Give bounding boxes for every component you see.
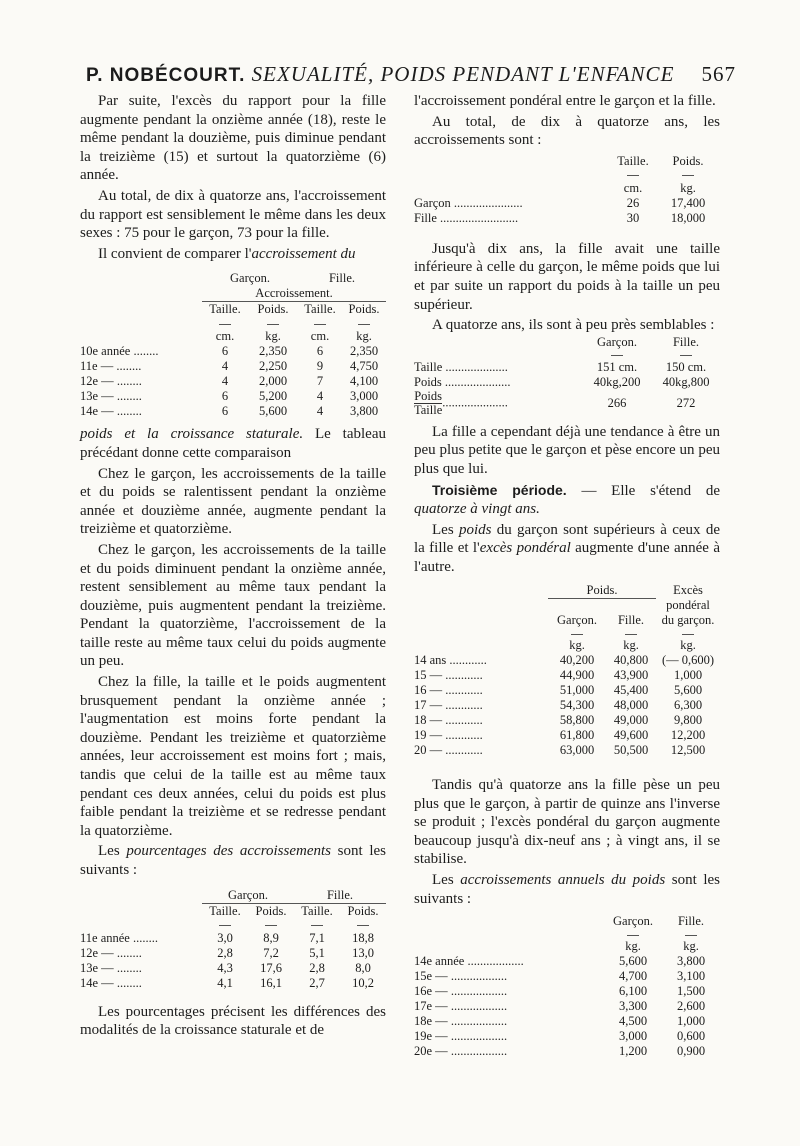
table-row: [414, 1029, 720, 1044]
leader-dots: ............: [445, 713, 483, 727]
italic-text: accroissement du: [251, 245, 356, 262]
leader-dots: ....................: [445, 359, 508, 374]
paragraph: Par suite, l'excès du rapport pour la fille augmente pendant la onzième année (18), reste le même pendant la douzième, puis diminue pendant la treizième (15) et surtout la quatorzième (6) année.: [80, 93, 386, 184]
table-row: [80, 344, 386, 359]
table-cell: 58,800: [559, 713, 595, 727]
text: sont les suivants :: [80, 843, 386, 878]
text: Il convient de comparer l': [98, 245, 252, 262]
table-cell: 12,500: [670, 743, 706, 757]
table-cell: 17,6: [260, 960, 282, 975]
table-cell: 3,300: [618, 999, 648, 1014]
table-cell: 4: [221, 359, 229, 374]
table-cell: 45,400: [613, 683, 649, 697]
row-label-text: 11e année: [80, 930, 130, 945]
col-fille: Fille.: [672, 334, 700, 349]
paragraph: [414, 481, 720, 519]
leader-dots: ..................: [450, 1044, 508, 1059]
row-label: [414, 211, 610, 226]
paragraph: [80, 245, 386, 264]
unit: kg.: [569, 638, 585, 652]
table-row: [414, 1044, 720, 1059]
row-label-text: Garçon: [414, 195, 451, 210]
paragraph: [80, 425, 386, 462]
text: Les: [432, 521, 459, 538]
leader-dots: ........: [116, 359, 142, 374]
table-cell: 18,8: [352, 930, 374, 945]
text: — Elle s'étend de: [566, 482, 720, 499]
col-fille: Fille.: [294, 888, 386, 904]
col-taille: Taille.: [301, 903, 333, 918]
table-cell: 9,800: [673, 713, 703, 727]
col-garcon: Garçon.: [597, 334, 637, 349]
text: du garçon sont supérieurs à ceux de la fille et l': [414, 521, 720, 557]
table-cell: 51,000: [559, 683, 595, 697]
table-row: [414, 954, 720, 969]
table-cell: 6: [221, 404, 229, 419]
row-label: [414, 390, 582, 417]
table-cell: 1,000: [673, 668, 703, 682]
unit: kg.: [680, 180, 696, 195]
row-label: [414, 999, 604, 1014]
row-label: [414, 969, 604, 984]
row-label: [80, 389, 202, 404]
italic-text: accroissements annuels du poids: [460, 871, 666, 888]
table-cell: 49,600: [613, 728, 649, 742]
leader-dots: ..................: [450, 984, 508, 999]
row-label: [414, 954, 604, 969]
leader-dots: ........: [116, 389, 142, 404]
table-cell: 2,600: [676, 999, 706, 1014]
col-garcon: Garçon.: [557, 613, 597, 627]
table-cell: 4,3: [217, 960, 233, 975]
table-cell: 2,350: [349, 344, 379, 359]
leader-dots: ..................: [467, 954, 524, 969]
annual-weight-increase-table: [414, 914, 720, 1059]
running-title: SEXUALITÉ, POIDS PENDANT L'ENFANCE: [251, 62, 675, 86]
col-exces: Excès: [673, 582, 703, 597]
table-cell: 151 cm.: [596, 359, 638, 374]
table-row: [414, 360, 720, 375]
table-cell: 18,000: [670, 210, 706, 225]
unit: kg.: [265, 329, 281, 344]
row-label: [414, 1044, 604, 1059]
leader-dots: ............: [445, 683, 483, 697]
table-cell: 4,100: [349, 374, 379, 389]
col-taille: Taille.: [617, 153, 649, 168]
age14-comparison-table: [414, 335, 720, 417]
leader-dots: ............: [445, 743, 483, 757]
table-cell: 5,600: [618, 954, 648, 969]
table-cell: 30: [626, 210, 640, 225]
unit: kg.: [625, 939, 641, 954]
row-label: [414, 668, 548, 683]
paragraph: Chez le garçon, les accroissements de la taille et du poids se ralentissent pendant la onzième année et douzième année, augmente pendant la treizième et quatorzième.: [80, 465, 386, 538]
table-cell: 0,900: [676, 1044, 706, 1059]
table-row: [414, 668, 720, 683]
col-poids: Poids.: [548, 583, 656, 599]
leader-dots: ..................: [450, 1029, 508, 1044]
row-label-text: 14e année: [414, 954, 465, 969]
table-cell: 40,800: [613, 653, 649, 667]
page-header: [86, 62, 736, 87]
table-cell: 6: [316, 344, 324, 359]
col-garcon: Garçon.: [230, 271, 270, 286]
paragraph: A quatorze ans, ils sont à peu près semblables :: [432, 317, 715, 334]
row-label: [414, 728, 548, 743]
row-label: [414, 743, 548, 758]
table-cell: 2,8: [309, 960, 325, 975]
row-label-text: Taille: [414, 359, 443, 374]
row-label: [80, 374, 202, 389]
table-cell: (— 0,600): [661, 653, 715, 667]
table-cell: 4,700: [618, 969, 648, 984]
row-label-text: 13e —: [80, 389, 114, 404]
col-taille: Taille.: [304, 302, 336, 317]
col-poids: Poids.: [257, 302, 289, 317]
table-row: [414, 713, 720, 728]
unit: cm.: [310, 329, 330, 344]
leader-dots: ..................: [450, 969, 508, 984]
col-accroissement: Accroissement.: [202, 286, 386, 302]
table-cell: 3,800: [349, 404, 379, 419]
growth-increase-table: [80, 271, 386, 419]
paragraph: Les pourcentages précisent les différences des modalités de la croissance staturale et de: [80, 1003, 386, 1039]
leader-dots: ............: [449, 653, 487, 667]
col-fille: Fille.: [328, 271, 356, 286]
table-cell: 48,000: [613, 698, 649, 712]
paragraph: [80, 842, 386, 879]
total-increase-table: [414, 154, 720, 226]
table-cell: 49,000: [613, 713, 649, 727]
table-row: [414, 969, 720, 984]
text: Le tableau précédant donne cette comparaison: [80, 426, 386, 461]
col-poids: Poids.: [255, 903, 287, 918]
table-cell: 16,1: [260, 975, 282, 990]
row-label-text: 17e —: [414, 999, 448, 1014]
paragraph: [414, 871, 720, 908]
table-row: [414, 743, 720, 758]
table-cell: 1,000: [676, 1014, 706, 1029]
row-label-text: Fille: [414, 210, 437, 225]
table-cell: 6: [221, 389, 229, 404]
table-cell: 4,750: [349, 359, 379, 374]
unit: kg.: [623, 638, 639, 652]
col-exces: du garçon.: [661, 613, 715, 627]
table-cell: 26: [626, 195, 640, 210]
leader-dots: ............: [445, 698, 483, 712]
table-cell: 4,1: [217, 975, 233, 990]
row-label-text: 14e —: [80, 975, 114, 990]
table-cell: 2,000: [258, 374, 288, 389]
italic-text: quatorze à vingt ans.: [414, 501, 540, 518]
row-label-text: 18e —: [414, 1014, 448, 1029]
table-cell: 8,0: [355, 960, 371, 975]
table-cell: 3,100: [676, 969, 706, 984]
leader-dots: ........: [133, 344, 159, 359]
row-label: [414, 683, 548, 698]
table-row: [414, 653, 720, 668]
paragraph: [414, 521, 720, 577]
leader-dots: ............: [445, 728, 483, 742]
italic-text: pourcentages des accroissements: [126, 843, 331, 860]
ratio-numerator: Poids: [414, 389, 443, 403]
table-cell: 150 cm.: [665, 359, 707, 374]
table-cell: 4,500: [618, 1014, 648, 1029]
row-label: [80, 359, 202, 374]
table-cell: 13,0: [352, 945, 374, 960]
unit: cm.: [623, 180, 643, 195]
paragraph: La fille a cependant déjà une tendance à être un peu plus petite que le garçon et pèse encore un peu plus que lui.: [414, 423, 720, 477]
table-cell: 4: [316, 389, 324, 404]
table-cell: 4: [316, 404, 324, 419]
row-label-text: 19e —: [414, 1029, 448, 1044]
paragraph: Tandis qu'à quatorze ans la fille pèse un peu plus que le garçon, à partir de quinze ans l'inverse se produit ; l'excès pondéral du garçon augmente beaucoup jusqu'à dix-neuf ans ; à vingt ans, il se stabilise.: [414, 777, 720, 868]
row-label: [414, 196, 610, 211]
table-row: [80, 961, 386, 976]
leader-dots: ........: [116, 960, 142, 975]
right-column: [414, 92, 720, 1059]
table-cell: 3,000: [618, 1029, 648, 1044]
table-row: [80, 389, 386, 404]
table-cell: 1,200: [618, 1044, 648, 1059]
table-cell: 0,600: [676, 1029, 706, 1044]
table-cell: 5,600: [258, 404, 288, 419]
row-label-text: 12e —: [80, 374, 114, 389]
row-label-text: 19 —: [414, 728, 443, 742]
text: sont les suivants :: [414, 871, 721, 907]
row-label: [80, 976, 202, 991]
table-row: [414, 211, 720, 226]
row-label: [414, 1029, 604, 1044]
table-cell: 2,8: [217, 945, 233, 960]
leader-dots: ........: [116, 945, 142, 960]
table-row: [80, 374, 386, 389]
italic-text: excès pondéral: [479, 540, 571, 557]
col-fille: Fille.: [677, 914, 705, 929]
paragraph: Chez la fille, la taille et le poids augmentent brusquement pendant la onzième année ; l'augmentation est moins forte pendant la douzième. Pendant les treizième et quatorzième années, leur accroissement est moins fort ; mais, tandis que celui de la taille est au même taux pendant ces deux années, celui du poids est plus faible pendant la treizième et se redresse pendant la quatorzième.: [80, 674, 386, 839]
table-row: [414, 984, 720, 999]
weight-excess-table: [414, 583, 720, 759]
leader-dots: ..................: [450, 999, 508, 1014]
row-label: [414, 984, 604, 999]
table-cell: 50,500: [613, 743, 649, 757]
section-heading: Troisième période.: [432, 481, 567, 498]
cell: 272: [676, 395, 696, 410]
row-label: [414, 360, 582, 375]
table-row: [414, 375, 720, 390]
table-cell: 44,900: [559, 668, 595, 682]
italic-text: poids: [458, 521, 492, 538]
table-cell: 2,350: [258, 344, 288, 359]
table-cell: 6,300: [673, 698, 703, 712]
cell: 266: [607, 395, 627, 410]
leader-dots: ........: [132, 930, 158, 945]
table-cell: 1,500: [676, 984, 706, 999]
italic-text: poids et la croissance staturale.: [80, 426, 304, 443]
unit: kg.: [683, 939, 699, 954]
table-cell: 2,7: [309, 975, 325, 990]
leader-dots: ........: [116, 374, 142, 389]
row-label: [414, 375, 582, 390]
col-taille: Taille.: [209, 903, 241, 918]
table-cell: 5,600: [673, 683, 703, 697]
table-cell: 3,800: [676, 954, 706, 969]
row-label-text: 13e —: [80, 960, 114, 975]
row-label-text: 14 ans: [414, 653, 447, 667]
row-label-text: 16 —: [414, 683, 443, 697]
paragraph: l'accroissement pondéral entre le garçon et la fille.: [414, 93, 716, 109]
row-label: [414, 653, 548, 668]
table-cell: 6,100: [618, 984, 648, 999]
text: augmente d'une année à l'autre.: [414, 540, 720, 575]
table-cell: 12,200: [670, 728, 706, 742]
table-cell: 40kg,800: [662, 374, 710, 389]
row-label-text: 12e —: [80, 945, 114, 960]
row-label: [80, 946, 202, 961]
table-cell: 6: [221, 344, 229, 359]
table-row: [414, 683, 720, 698]
col-taille: Taille.: [209, 302, 241, 317]
row-label: [80, 931, 202, 946]
row-label-text: 20 —: [414, 743, 443, 757]
row-label-text: 16e —: [414, 984, 448, 999]
table-row: [80, 404, 386, 419]
row-label-text: 15 —: [414, 668, 443, 682]
table-cell: 9: [316, 359, 324, 374]
table-cell: 7: [316, 374, 324, 389]
table-cell: 17,400: [670, 195, 706, 210]
leader-dots: .........................: [440, 210, 519, 225]
leader-dots: ..................: [450, 1014, 508, 1029]
paragraph: Au total, de dix à quatorze ans, l'accroissement du rapport est sensiblement le même dans les deux sexes : 75 pour le garçon, 73 pour la fille.: [80, 187, 386, 242]
table-row: [414, 698, 720, 713]
unit: cm.: [215, 329, 235, 344]
table-row: [80, 931, 386, 946]
row-label-text: 11e —: [80, 359, 114, 374]
table-cell: 40,200: [559, 653, 595, 667]
table-cell: 5,200: [258, 389, 288, 404]
row-label-text: Poids: [414, 374, 442, 389]
row-label: [414, 713, 548, 728]
col-garcon: Garçon.: [613, 914, 653, 929]
table-row: [80, 359, 386, 374]
table-cell: 8,9: [263, 930, 279, 945]
leader-dots: .....................: [442, 395, 508, 410]
table-cell: 7,1: [309, 930, 325, 945]
unit: kg.: [680, 638, 696, 652]
row-label-text: 14e —: [80, 404, 114, 419]
row-label: [80, 961, 202, 976]
table-cell: 2,250: [258, 359, 288, 374]
left-column: [80, 92, 386, 1040]
col-exces: pondéral: [666, 598, 710, 612]
col-garcon: Garçon.: [202, 888, 294, 904]
row-label: [80, 404, 202, 419]
col-poids: Poids.: [347, 903, 379, 918]
row-label-text: 15e —: [414, 969, 448, 984]
table-cell: 3,000: [349, 389, 379, 404]
page-number: 567: [701, 62, 736, 86]
author: P. NOBÉCOURT.: [86, 65, 246, 86]
row-label-text: 18 —: [414, 713, 443, 727]
row-label: [414, 698, 548, 713]
table-row: [414, 728, 720, 743]
table-row: [414, 196, 720, 211]
table-cell: 43,900: [613, 668, 649, 682]
row-label-text: 20e —: [414, 1044, 448, 1059]
table-cell: 5,1: [309, 945, 325, 960]
table-cell: 63,000: [559, 743, 595, 757]
table-row: [80, 946, 386, 961]
table-cell: 7,2: [263, 945, 279, 960]
table-cell: 54,300: [559, 698, 595, 712]
leader-dots: ........: [116, 404, 142, 419]
paragraph: Au total, de dix à quatorze ans, les accroissements sont :: [414, 113, 720, 149]
table-row: [414, 1014, 720, 1029]
table-row: [414, 999, 720, 1014]
col-poids: Poids.: [348, 302, 380, 317]
table-cell: 61,800: [559, 728, 595, 742]
table-cell: 3,0: [217, 930, 233, 945]
percentage-table: [80, 888, 386, 991]
row-label-text: 17 —: [414, 698, 443, 712]
text: Les: [432, 871, 461, 888]
table-cell: 10,2: [352, 975, 374, 990]
leader-dots: ........: [116, 975, 142, 990]
row-label: [80, 344, 202, 359]
paragraph: Jusqu'à dix ans, la fille avait une taille inférieure à celle du garçon, le même poids que lui et par suite un rapport du poids à la taille un peu supérieur.: [414, 240, 720, 313]
text: Les: [98, 843, 127, 860]
unit: kg.: [356, 329, 372, 344]
row-label: [414, 1014, 604, 1029]
table-row: [80, 976, 386, 991]
paragraph: Chez le garçon, les accroissements de la taille et du poids diminuent pendant la onzième année, restent sensiblement au même taux pendant la douzième, puis augmentent pendant la treizième. Pendant la quatorzième, l'accroissement de la taille reste au même taux celui du poids augmente un peu.: [80, 541, 386, 670]
row-label-text: 10e année: [80, 344, 131, 359]
col-fille: Fille.: [617, 613, 645, 627]
ratio-denominator: Taille: [414, 402, 443, 417]
leader-dots: ......................: [453, 195, 523, 210]
leader-dots: .....................: [444, 374, 511, 389]
col-poids: Poids.: [672, 153, 704, 168]
leader-dots: ............: [445, 668, 483, 682]
table-cell: 40kg,200: [593, 374, 641, 389]
table-cell: 4: [221, 374, 229, 389]
